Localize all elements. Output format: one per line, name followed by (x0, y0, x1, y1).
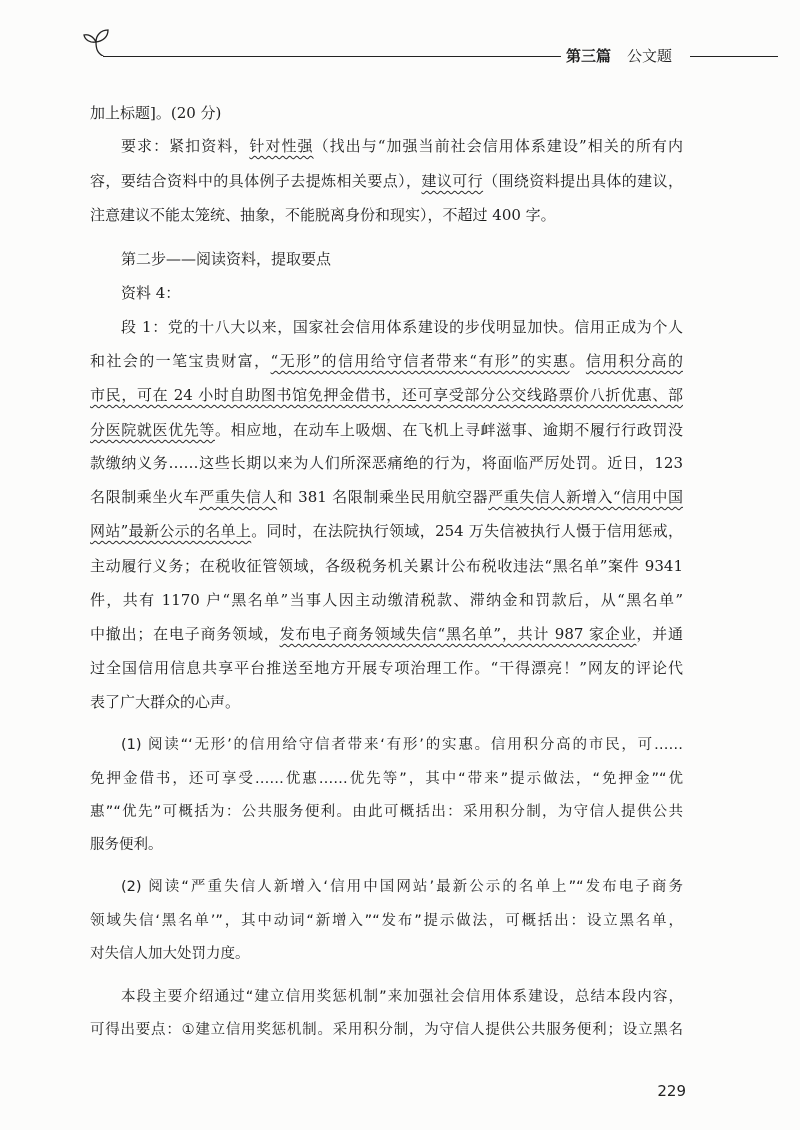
note-1-line: 免押金借书，还可享受……优惠……优先等”，其中“带来”提示做法，“免押金”“优 (90, 771, 683, 787)
text-segment: 和社会的一笔宝贵财富， (90, 352, 271, 370)
page-number: 229 (657, 1082, 686, 1100)
note-1-line: 惠”“优先”可概括为：公共服务便利。由此可概括出：采用积分制，为守信人提供公共 (90, 804, 683, 820)
header-title: 公文题 (627, 47, 673, 65)
sprout-icon (82, 26, 112, 56)
text-segment: 注意建议不能太笼统、抽象，不能脱离身份和现实），不超过 400 字。 (90, 206, 556, 224)
material-line (90, 658, 683, 678)
material-line (90, 453, 683, 473)
text-segment: 件，共有 1170 户“黑名单”当事人因主动缴清税款、滞纳金和罚款后，从“黑名单” (90, 591, 683, 609)
summary-line: 可得出要点：①建立信用奖惩机制。采用积分制，为守信人提供公共服务便利；设立黑名 (90, 1022, 683, 1038)
requirement-line (121, 136, 683, 156)
material-line (121, 317, 683, 337)
text-segment: 。同时，在法院执行领域，254 万失信被执行人慑于信用惩戒， (251, 522, 683, 540)
material-label: 资料 4： (121, 284, 181, 302)
note-2-line: 领域失信‘黑名单’”，其中动词“新增入”“发布”提示做法，可概括出：设立黑名单， (90, 913, 683, 929)
wavy-underlined-phrase: 市民，可在 24 小时自助图书馆免押金借书，还可享受部分公交线路票价八折优惠、部 (90, 386, 683, 404)
text-segment: 容，要结合资料中的具体例子去提炼相关要点）， (90, 172, 422, 190)
requirement-line (90, 171, 683, 191)
wavy-underlined-phrase: 信用积分高的 (585, 352, 683, 370)
text-segment: 要求：紧扣资料， (121, 137, 250, 155)
text-segment: 中撤出；在电子商务领域， (90, 625, 280, 643)
text-segment: 款缴纳义务……这些长期以来为人们所深恶痛绝的行为，将面临严厉处罚。近日，123 (90, 454, 683, 472)
header-rule-right (690, 56, 778, 57)
wavy-underlined-phrase: 发布电子商务领域失信“黑名单”，共计 987 家企业 (279, 625, 637, 643)
text-segment: （围绕资料提出具体的建议， (483, 172, 683, 190)
material-line (90, 487, 683, 507)
material-line (90, 351, 683, 371)
note-2-line: 对失信人加大处罚力度。 (90, 946, 250, 962)
intro-line: 加上标题]。(20 分) (90, 104, 222, 122)
text-segment: 过全国信用信息共享平台推送至地方开展专项治理工作。“干得漂亮！”网友的评论代 (90, 659, 683, 677)
material-line (90, 385, 683, 405)
material-line (90, 521, 683, 541)
wavy-underlined-phrase: 针对性强 (249, 137, 314, 155)
wavy-underlined-phrase: 网站”最新公示的名单上 (90, 522, 252, 540)
text-segment: ，并通 (636, 625, 683, 643)
summary-line: 本段主要介绍通过“建立信用奖惩机制”来加强社会信用体系建设，总结本段内容， (121, 989, 683, 1005)
text-segment: 和 381 名限制乘坐民用航空器 (277, 488, 489, 506)
material-line (90, 692, 683, 712)
wavy-underlined-phrase: “无形”的信用给守信者带来“有形”的实惠 (270, 352, 570, 370)
text-segment: 表了广大群众的心声。 (90, 693, 241, 711)
text-segment: 。相应地，在动车上吸烟、在飞机上寻衅滋事、逾期不履行行政罚没 (214, 421, 683, 439)
material-line (90, 624, 683, 644)
text-segment: 主动履行义务；在税收征管领域，各级税务机关累计公布税收违法“黑名单”案件 9341 (90, 557, 683, 575)
requirement-line (90, 205, 683, 225)
running-header (566, 46, 672, 66)
text-segment: （找出与“加强当前社会信用体系建设”相关的所有内 (313, 137, 683, 155)
note-1-line: (1) 阅读“‘无形’的信用给守信者带来‘有形’的实惠。信用积分高的市民，可…… (121, 737, 683, 753)
wavy-underlined-phrase: 建议可行 (421, 172, 484, 190)
wavy-underlined-phrase: 分医院就医优先等 (90, 421, 215, 439)
wavy-underlined-phrase: 严重失信人新增入“信用中国 (488, 488, 683, 506)
text-segment: 名限制乘坐火车 (90, 488, 200, 506)
step-heading: 第二步——阅读资料，提取要点 (121, 250, 332, 268)
wavy-underlined-phrase: 严重失信人 (199, 488, 278, 506)
material-line (90, 590, 683, 610)
text-segment: 。 (569, 352, 586, 370)
text-segment: 段 1：党的十八大以来，国家社会信用体系建设的步伐明显加快。信用正成为个人 (121, 318, 683, 336)
note-2-line: (2) 阅读“严重失信人新增入‘信用中国网站’最新公示的名单上”“发布电子商务 (121, 879, 683, 895)
material-line (90, 420, 683, 440)
material-line (90, 556, 683, 576)
header-part: 第三篇 (566, 47, 612, 65)
note-1-line: 服务便利。 (90, 837, 163, 853)
header-rule-left (103, 56, 561, 57)
